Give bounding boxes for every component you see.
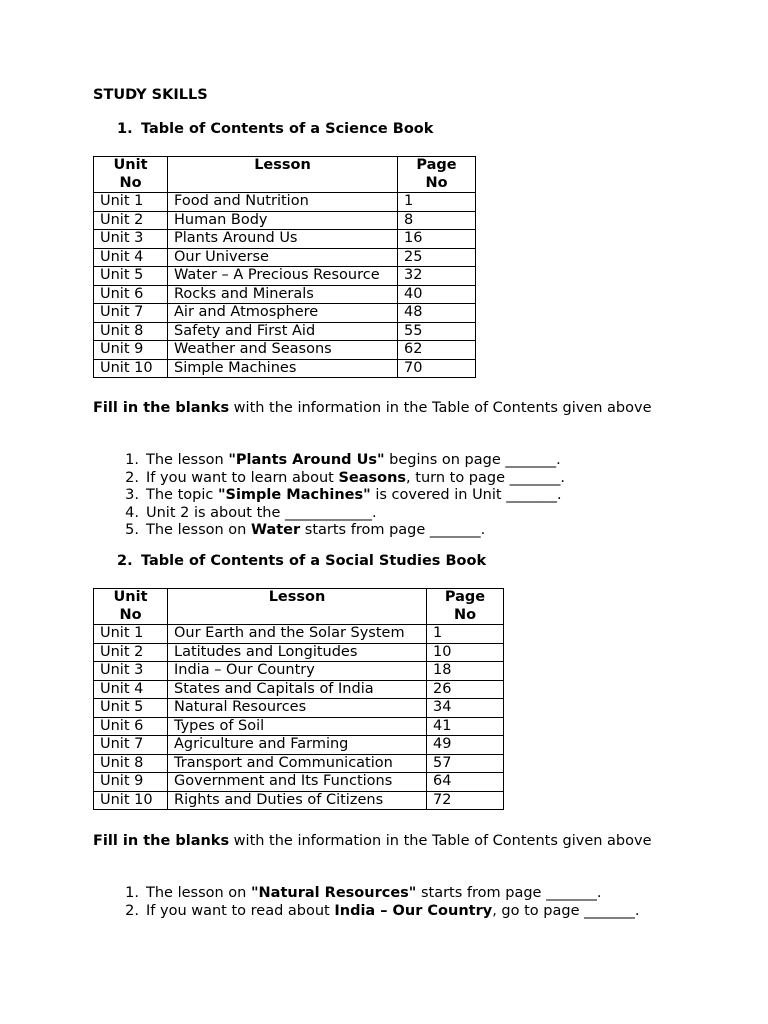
cell-unit: Unit 1 xyxy=(94,193,168,212)
table-row xyxy=(94,625,504,644)
social-studies-toc-body xyxy=(94,625,504,810)
question-item xyxy=(93,903,693,921)
cell-unit: Unit 4 xyxy=(94,680,168,699)
cell-lesson: States and Capitals of India xyxy=(168,680,427,699)
table-header-row xyxy=(94,157,476,193)
table-row xyxy=(94,736,504,755)
header-unit: Unit No xyxy=(94,157,168,193)
cell-lesson: Food and Nutrition xyxy=(168,193,398,212)
question-text-part: The lesson on xyxy=(146,885,251,901)
question-text xyxy=(146,470,565,488)
table-row xyxy=(94,717,504,736)
cell-page: 8 xyxy=(398,211,476,230)
table-row xyxy=(94,248,476,267)
cell-unit: Unit 7 xyxy=(94,736,168,755)
question-item xyxy=(93,487,693,505)
cell-page: 62 xyxy=(398,341,476,360)
question-text-bold: Seasons xyxy=(338,469,407,486)
header-page: Page No xyxy=(427,589,504,625)
question-item xyxy=(93,452,693,470)
instruction-bold: Fill in the blanks xyxy=(93,400,230,416)
cell-page: 64 xyxy=(427,773,504,792)
science-toc-table xyxy=(93,156,476,378)
cell-lesson: Simple Machines xyxy=(168,359,398,378)
cell-unit: Unit 4 xyxy=(94,248,168,267)
instruction-bold: Fill in the blanks xyxy=(93,833,230,849)
table-row xyxy=(94,791,504,810)
cell-unit: Unit 7 xyxy=(94,304,168,323)
question-text-part: If you want to read about xyxy=(146,902,335,919)
cell-unit: Unit 2 xyxy=(94,211,168,230)
cell-page: 26 xyxy=(427,680,504,699)
table-row xyxy=(94,359,476,378)
cell-page: 10 xyxy=(427,643,504,662)
cell-lesson: Water – A Precious Resource xyxy=(168,267,398,286)
cell-lesson: Transport and Communication xyxy=(168,754,427,773)
table-header-row xyxy=(94,589,504,625)
table-row xyxy=(94,680,504,699)
question-number: 5. xyxy=(125,522,139,538)
question-item xyxy=(93,885,693,903)
cell-unit: Unit 3 xyxy=(94,230,168,249)
cell-unit: Unit 1 xyxy=(94,625,168,644)
cell-unit: Unit 10 xyxy=(94,359,168,378)
table-row xyxy=(94,754,504,773)
cell-lesson: Human Body xyxy=(168,211,398,230)
cell-lesson: Plants Around Us xyxy=(168,230,398,249)
table-row xyxy=(94,267,476,286)
question-text-part: Unit 2 is about the ____________. xyxy=(146,504,377,521)
cell-lesson: Latitudes and Longitudes xyxy=(168,643,427,662)
cell-lesson: Government and Its Functions xyxy=(168,773,427,792)
question-text xyxy=(146,903,639,921)
cell-lesson: India – Our Country xyxy=(168,662,427,681)
question-number: 4. xyxy=(125,504,139,521)
question-text-bold: India – Our Country xyxy=(334,902,493,919)
question-text-part: starts from page _______. xyxy=(300,522,486,538)
cell-page: 57 xyxy=(427,754,504,773)
table-row xyxy=(94,322,476,341)
cell-unit: Unit 8 xyxy=(94,754,168,773)
section2-heading xyxy=(117,553,486,571)
cell-page: 49 xyxy=(427,736,504,755)
social-studies-toc-table xyxy=(93,588,504,810)
doc-title: STUDY SKILLS xyxy=(93,87,208,103)
instruction-rest: with the information in the Table of Contents given above xyxy=(229,400,652,416)
cell-page: 32 xyxy=(398,267,476,286)
header-lesson: Lesson xyxy=(168,157,398,193)
header-unit: Unit No xyxy=(94,589,168,625)
cell-page: 40 xyxy=(398,285,476,304)
question-number: 1. xyxy=(125,452,139,468)
cell-unit: Unit 6 xyxy=(94,285,168,304)
header-page: Page No xyxy=(398,157,476,193)
science-toc-body xyxy=(94,193,476,378)
cell-unit: Unit 5 xyxy=(94,267,168,286)
table-row xyxy=(94,193,476,212)
cell-lesson: Natural Resources xyxy=(168,699,427,718)
cell-page: 1 xyxy=(427,625,504,644)
question-text xyxy=(146,487,562,505)
cell-unit: Unit 3 xyxy=(94,662,168,681)
question-text-part: , turn to page _______. xyxy=(406,469,565,486)
question-text-part: starts from page _______. xyxy=(416,885,602,901)
question-text-part: The lesson xyxy=(146,452,229,468)
cell-page: 18 xyxy=(427,662,504,681)
section2-title: Table of Contents of a Social Studies Book xyxy=(141,553,487,569)
section2-instruction xyxy=(93,833,673,851)
cell-page: 34 xyxy=(427,699,504,718)
cell-unit: Unit 10 xyxy=(94,791,168,810)
cell-unit: Unit 8 xyxy=(94,322,168,341)
cell-page: 70 xyxy=(398,359,476,378)
section1-number: 1. xyxy=(117,121,133,137)
question-text-part: The lesson on xyxy=(146,522,251,538)
section1-title: Table of Contents of a Science Book xyxy=(141,121,434,137)
cell-lesson: Safety and First Aid xyxy=(168,322,398,341)
cell-lesson: Rights and Duties of Citizens xyxy=(168,791,427,810)
question-text-bold: "Plants Around Us" xyxy=(228,452,385,468)
cell-unit: Unit 2 xyxy=(94,643,168,662)
question-text-part: , go to page _______. xyxy=(492,902,640,919)
cell-page: 16 xyxy=(398,230,476,249)
question-text-part: is covered in Unit _______. xyxy=(370,487,562,503)
question-text-part: If you want to learn about xyxy=(146,469,339,486)
cell-unit: Unit 9 xyxy=(94,341,168,360)
question-text xyxy=(146,885,601,903)
section1-questions xyxy=(93,452,693,540)
question-text-bold: "Simple Machines" xyxy=(217,487,371,503)
cell-page: 41 xyxy=(427,717,504,736)
table-row xyxy=(94,285,476,304)
question-number: 2. xyxy=(125,902,139,919)
table-row xyxy=(94,662,504,681)
cell-lesson: Types of Soil xyxy=(168,717,427,736)
cell-lesson: Rocks and Minerals xyxy=(168,285,398,304)
instruction-rest: with the information in the Table of Contents given above xyxy=(229,833,652,849)
header-lesson: Lesson xyxy=(168,589,427,625)
cell-lesson: Our Earth and the Solar System xyxy=(168,625,427,644)
cell-page: 48 xyxy=(398,304,476,323)
cell-unit: Unit 5 xyxy=(94,699,168,718)
question-text xyxy=(146,505,377,523)
question-text xyxy=(146,522,485,540)
question-text-part: begins on page _______. xyxy=(384,452,561,468)
question-text-part: The topic xyxy=(146,487,218,503)
question-text-bold: Water xyxy=(250,522,301,538)
question-number: 3. xyxy=(125,487,139,503)
cell-page: 1 xyxy=(398,193,476,212)
table-row xyxy=(94,230,476,249)
question-number: 1. xyxy=(125,885,139,901)
table-row xyxy=(94,341,476,360)
question-number: 2. xyxy=(125,469,139,486)
cell-lesson: Air and Atmosphere xyxy=(168,304,398,323)
section1-heading xyxy=(117,121,433,139)
cell-unit: Unit 6 xyxy=(94,717,168,736)
table-row xyxy=(94,699,504,718)
question-item xyxy=(93,470,693,488)
question-item xyxy=(93,505,693,523)
cell-page: 72 xyxy=(427,791,504,810)
cell-page: 55 xyxy=(398,322,476,341)
cell-unit: Unit 9 xyxy=(94,773,168,792)
table-row xyxy=(94,304,476,323)
section1-instruction xyxy=(93,400,673,418)
question-item xyxy=(93,522,693,540)
cell-page: 25 xyxy=(398,248,476,267)
cell-lesson: Our Universe xyxy=(168,248,398,267)
question-text-bold: "Natural Resources" xyxy=(250,885,417,901)
section2-questions xyxy=(93,885,693,920)
section2-number: 2. xyxy=(117,553,133,569)
table-row xyxy=(94,773,504,792)
question-text xyxy=(146,452,561,470)
cell-lesson: Agriculture and Farming xyxy=(168,736,427,755)
table-row xyxy=(94,211,476,230)
cell-lesson: Weather and Seasons xyxy=(168,341,398,360)
table-row xyxy=(94,643,504,662)
